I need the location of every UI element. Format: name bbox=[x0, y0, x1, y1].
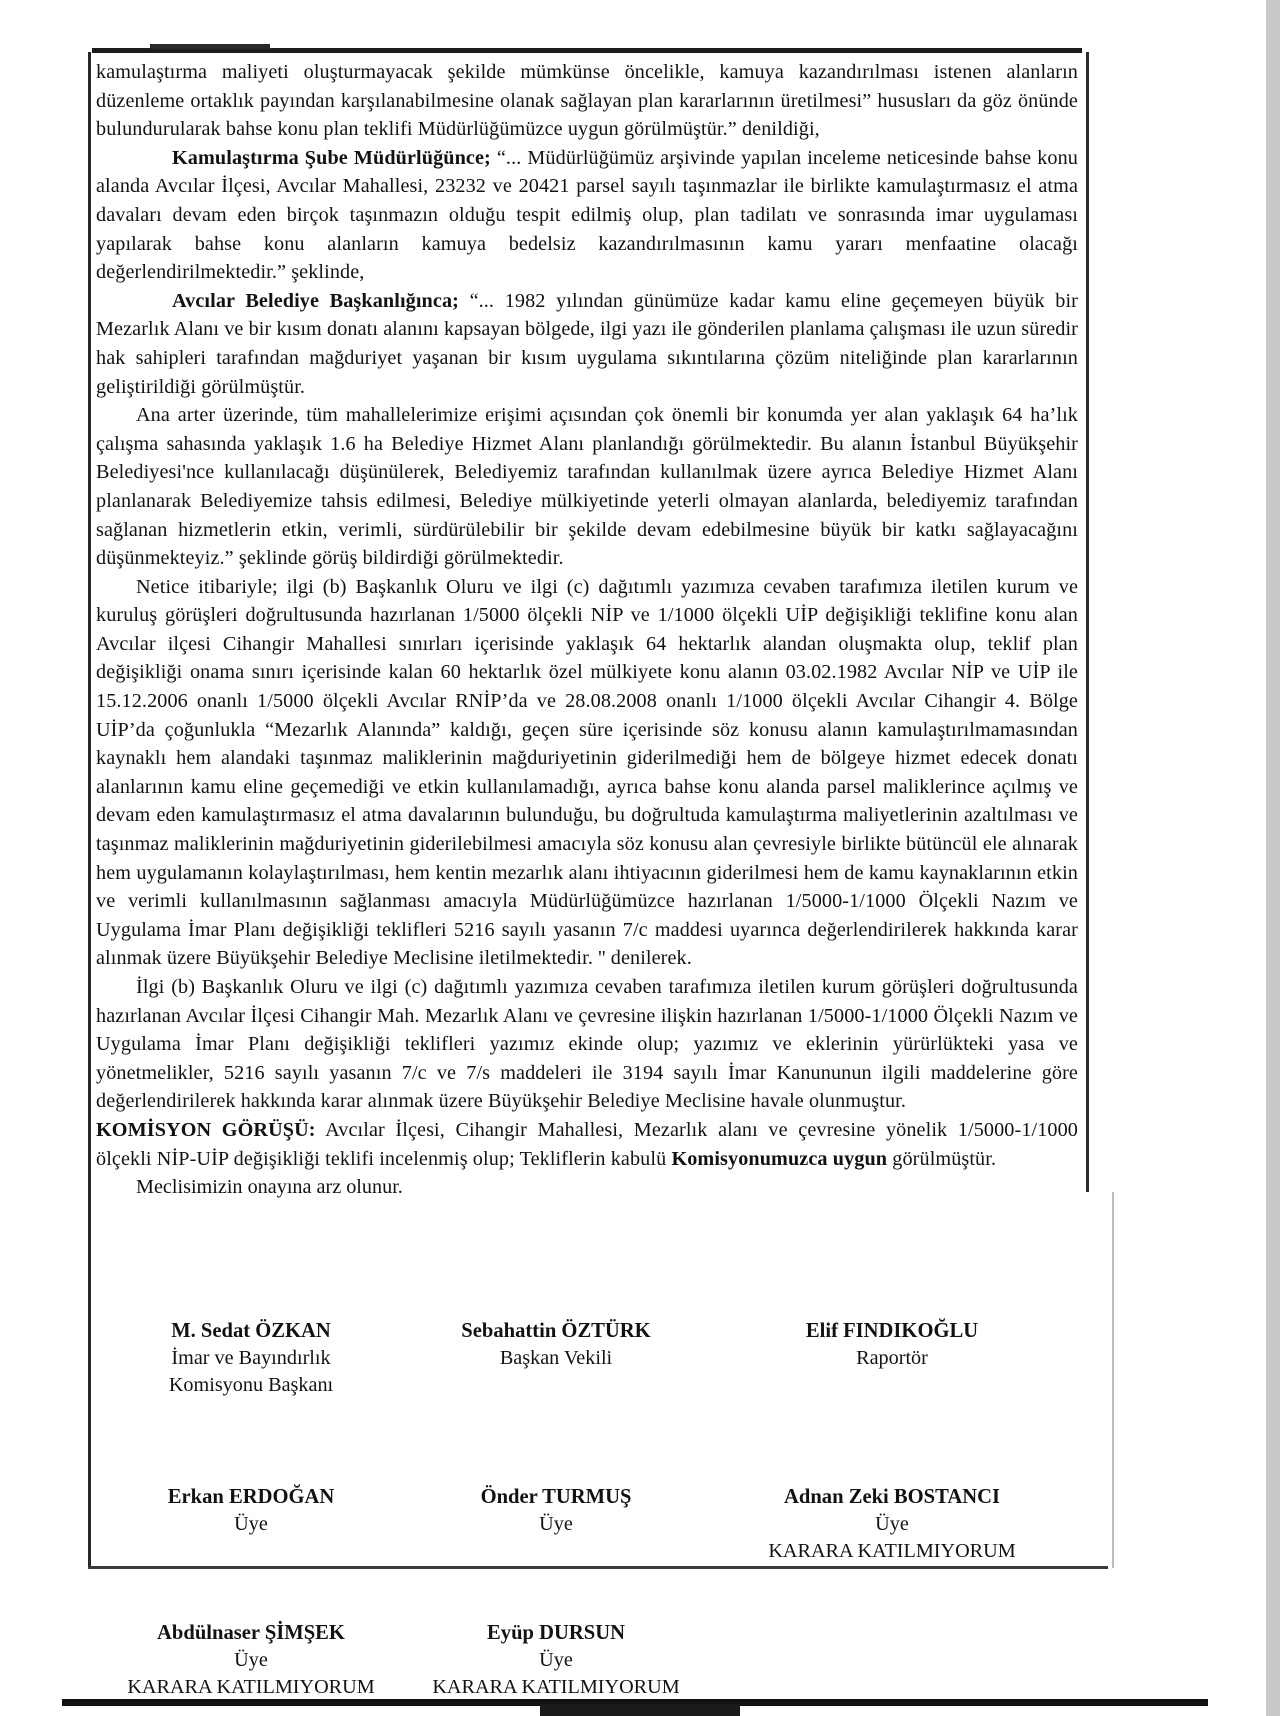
paragraph-run: İlgi (b) Başkanlık Oluru ve ilgi (c) dağıtımlı yazımıza cevaben tarafımıza iletilen kurum görüşleri doğrultusunda hazırlanan Avcılar İlçesi Cihangir Mah. Mezarlık Alanı ve çevresine ilişkin hazırlanan 1/5000-1/1000 Ölçekli Nazım ve Uygulama İmar Planı değişikliği teklifleri yazımız ekinde olup; yazımız ve eklerinin yürürlükteki yasa ve yönetmelikler, 5216 sayılı yasanın 7/c ve 7/s maddeleri ile 3194 sayılı İmar Kanununun ilgili maddelerine göre değerlendirilerek hakkında karar alınmak üzere Büyükşehir Belediye Meclisine havale olunmuştur. bbox=[96, 976, 1078, 1113]
signatory-title: Üye bbox=[539, 1513, 573, 1535]
paragraph-p4 bbox=[96, 401, 1078, 573]
paragraph-run: Netice itibariyle; ilgi (b) Başkanlık Oluru ve ilgi (c) dağıtımlı yazımıza cevaben tarafımıza iletilen kurum ve kuruluş görüşleri doğrultusunda hazırlanan 1/5000 ölçekli NİP ve 1/1000 ölçekli UİP değişikliği teklifine konu alan Avcılar ilçesi Cihangir Mahallesi sınırları içerisinde yaklaşık 64 hektarlık alandan oluşmakta olup, teklif plan değişikliği onama sınırı içerisinde kalan 60 hektarlık özel mülkiyete konu alanın 03.02.1982 Avcılar NİP ve UİP ile 15.12.2006 onanlı 1/5000 ölçekli Avcılar RNİP’da ve 28.08.2008 onanlı 1/1000 ölçekli Avcılar Cihangir 4. Bölge UİP’da çoğunlukla “Mezarlık Alanında” kaldığı, geçen süre içerisinde söz konusu alanın kamulaştırılmamasından kaynaklı hem alandaki taşınmaz maliklerinin mağduriyetinin giderilmediği hem de bölgeye hizmet edecek donatı alanlarının kamu eline geçemediği ve etkin kullanılamadığı, ayrıca bahse konu alanda parsel maliklerince açılmış ve devam eden kamulaştırmasız el atma davalarının bulunduğu, bu doğrultuda kamulaştırma maliyetlerinin azaltılması ve taşınmaz maliklerinin mağduriyetinin giderilebilmesi amacıyla söz konusu alan çevresiyle birlikte bütüncül ele alınarak hem uygulamanın kolaylaştırılması, hem kentin mezarlık alanı ihtiyacının giderilmesi hem de kamu kaynaklarının etkin ve verimli kullanılmasının sağlanması amacıyla Müdürlüğümüzce hazırlanan 1/5000-1/1000 Ölçekli Nazım ve Uygulama İmar Planı değişikliği teklifleri 5216 sayılı yasanın 7/c maddesi uyarınca değerlendirilerek hakkında karar alınmak üzere Büyükşehir Belediye Meclisine iletilmektedir. '' denilerek. bbox=[96, 575, 1078, 970]
document-body bbox=[96, 58, 1078, 1202]
signatory-title: Üye bbox=[539, 1649, 573, 1671]
scan-top-artifact-bar-secondary bbox=[150, 44, 270, 49]
signatory bbox=[706, 1484, 1078, 1565]
paragraph-run-bold: Komisyonumuzca uygun bbox=[671, 1147, 888, 1170]
paragraph-p6 bbox=[96, 973, 1078, 1116]
signatory-dissent-note: KARARA KATILMIYORUM bbox=[432, 1676, 680, 1698]
scan-right-margin-rule bbox=[1086, 52, 1089, 1192]
signatory bbox=[96, 1484, 406, 1565]
paragraph-run: Ana arter üzerinde, tüm mahallelerimize erişimi açısından çok önemli bir konumda yer alan yaklaşık 64 ha’lık çalışma sahasında yaklaşık 1.6 ha Belediye Hizmet Alanı planlandığı görülmektedir. Bu alanın İstanbul Büyükşehir Belediyesi'nce kullanılacağı düşünülerek, Belediyemiz tarafından kullanılmak üzere ayrıca Belediye Hizmet Alanı planlanarak Belediyemize tahsis edilmesi, Belediye mülkiyetinde yeterli olmayan alanlarda, belediyemiz tarafından sağlanan hizmetlerin etkin, verimli, sürdürülebilir bir şekilde devam edebilmesine büyük bir katkı sağlayacağını düşünmekteyiz.” şeklinde görüş bildirdiği görülmektedir. bbox=[96, 404, 1078, 570]
paragraph-run: Avcılar İlçesi, Cihangir Mahallesi, Mezarlık alanı ve çevresine yönelik 1/5000-1/1000 ölçekli NİP-UİP değişikliği teklifi incelenmiş olup; Tekliflerin kabulü bbox=[96, 1118, 1079, 1170]
scan-right-margin-rule-lower bbox=[1112, 1192, 1114, 1568]
signatory-name: Eyüp DURSUN bbox=[487, 1622, 625, 1644]
signatory-title: Başkan Vekili bbox=[499, 1347, 613, 1369]
submission-line: Meclisimizin onayına arz olunur. bbox=[136, 1176, 403, 1199]
signature-row bbox=[96, 1484, 1078, 1565]
signatory-name: Önder TURMUŞ bbox=[480, 1486, 632, 1508]
paragraph-run-bold: Kamulaştırma Şube Müdürlüğünce; bbox=[172, 146, 497, 169]
paragraph-run: görülmüştür. bbox=[887, 1147, 997, 1170]
signatory-name: Erkan ERDOĞAN bbox=[167, 1486, 335, 1508]
signatory-dissent-note: KARARA KATILMIYORUM bbox=[768, 1540, 1016, 1562]
signature-row bbox=[96, 1620, 1078, 1701]
signatory-name: Adnan Zeki BOSTANCI bbox=[784, 1486, 1000, 1508]
paragraph-p2 bbox=[96, 144, 1078, 287]
signatory-name: M. Sedat ÖZKAN bbox=[171, 1320, 331, 1342]
paragraph-p7 bbox=[96, 1116, 1078, 1173]
paragraph-run: “... 1982 yılından günümüze kadar kamu eline geçemeyen büyük bir Mezarlık Alanı ve bir kısım donatı alanını kapsayan bölgede, ilgi yazı ile gönderilen planlama çalışması ile uzun süredir hak sahipleri tarafından mağduriyet yaşanan bir kısım uygulama sıkıntılarına çözüm niteliğinde plan kararlarının geliştirildiği görülmüştür. bbox=[96, 289, 1078, 398]
signatory bbox=[406, 1318, 706, 1399]
signatory bbox=[706, 1318, 1078, 1399]
signatory-title: Üye bbox=[234, 1513, 268, 1535]
paragraph-run-bold: KOMİSYON GÖRÜŞÜ: bbox=[96, 1118, 316, 1141]
paragraph-list bbox=[96, 58, 1078, 1173]
signatory bbox=[406, 1620, 706, 1701]
paragraph-run: kamulaştırma maliyeti oluşturmayacak şekilde mümkünse öncelikle, kamuya kazandırılması istenen alanların düzenleme ortaklık payından karşılanabilmesine olanak sağlayan plan kararlarının üretilmesi” hususları da göz önünde bulundurularak bahse konu plan teklifi Müdürlüğümüzce uygun görülmüştür.” denildiği, bbox=[96, 61, 1078, 141]
paragraph-run: “... Müdürlüğümüz arşivinde yapılan inceleme neticesinde bahse konu alanda Avcılar İlçesi, Avcılar Mahallesi, 23232 ve 20421 parsel sayılı taşınmazlar ile birlikte kamulaştırmasız el atma davaları devam eden birçok taşınmazın olduğu tespit edilmiş olup, plan tadilatı ve sonrasında imar uygulaması yapılarak bahse konu alanların kamuya bedelsiz kazandırılmasının kamu yararı menfaatine olacağı değerlendirilmektedir.” şeklinde, bbox=[96, 146, 1078, 284]
paragraph-p3 bbox=[96, 287, 1078, 401]
scan-edge-right bbox=[1266, 0, 1280, 1716]
signatory-dissent-note: KARARA KATILMIYORUM bbox=[127, 1676, 375, 1698]
signatory-title: Raportör bbox=[856, 1347, 928, 1369]
signatory-title: Üye bbox=[234, 1649, 268, 1671]
paragraph-p5 bbox=[96, 573, 1078, 973]
signatory-name: Sebahattin ÖZTÜRK bbox=[461, 1320, 651, 1342]
signatory bbox=[96, 1318, 406, 1399]
paragraph-run-bold: Avcılar Belediye Başkanlığınca; bbox=[172, 289, 470, 312]
signature-row bbox=[96, 1318, 1078, 1399]
scan-left-margin-rule bbox=[88, 52, 91, 1568]
signatory-title-line2: Komisyonu Başkanı bbox=[168, 1374, 334, 1396]
signatory-name: Elif FINDIKOĞLU bbox=[805, 1320, 979, 1342]
paragraph-p1 bbox=[96, 58, 1078, 144]
signatory bbox=[406, 1484, 706, 1565]
signatory-title: Üye bbox=[875, 1513, 909, 1535]
signatory bbox=[96, 1620, 406, 1701]
signature-block bbox=[96, 1318, 1078, 1708]
signatory-name: Abdülnaser ŞİMŞEK bbox=[157, 1622, 345, 1644]
signatory bbox=[706, 1620, 1078, 1701]
signatory-title: İmar ve Bayındırlık bbox=[171, 1347, 331, 1369]
